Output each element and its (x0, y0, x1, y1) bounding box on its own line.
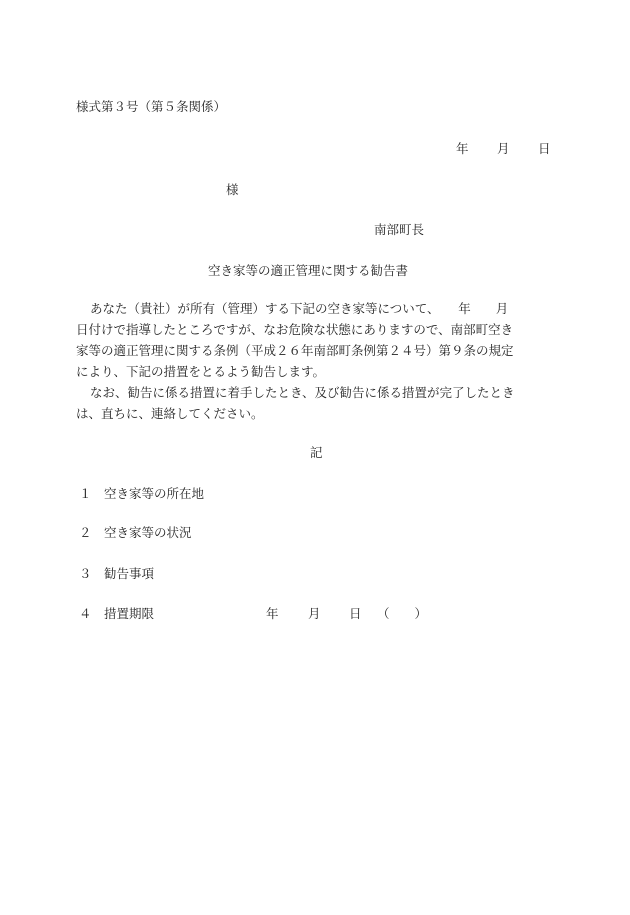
deadline-paren: （ ） (377, 606, 428, 621)
addressee-suffix: 様 (226, 182, 239, 197)
document-title: 空き家等の適正管理に関する勧告書 (208, 263, 409, 278)
item-label: 措置期限 (104, 606, 155, 621)
item-number: ２ (79, 525, 92, 540)
ki-heading: 記 (310, 445, 323, 460)
date-month: 月 (497, 141, 510, 156)
item-number: ４ (79, 606, 92, 621)
body-line: 家等の適正管理に関する条例（平成２６年南部町条例第２４号）第９条の規定 (76, 343, 514, 358)
date-year: 年 (456, 141, 469, 156)
deadline-year: 年 (266, 606, 279, 621)
body-line: あなた（貴社）が所有（管理）する下記の空き家等について、 年 月 (90, 301, 509, 316)
date-line (0, 143, 630, 159)
item-number: １ (79, 486, 92, 501)
deadline-line (0, 608, 630, 624)
date-day: 日 (538, 141, 551, 156)
form-id: 様式第３号（第５条関係） (76, 99, 227, 114)
item-label: 空き家等の所在地 (104, 486, 205, 501)
body-line: は、直ちに、連絡してください。 (76, 406, 264, 421)
item-number: ３ (79, 566, 92, 581)
body-line: 日付けで指導したところですが、なお危険な状態にありますので、南部町空き (76, 322, 514, 337)
body-line: なお、勧告に係る措置に着手したとき、及び勧告に係る措置が完了したとき (90, 385, 515, 400)
deadline-month: 月 (308, 606, 321, 621)
body-paragraph-2 (76, 382, 556, 424)
body-line: により、下記の措置をとるよう勧告します。 (76, 364, 326, 379)
item-label: 勧告事項 (104, 566, 155, 581)
deadline-day: 日 (349, 606, 362, 621)
issuer: 南部町長 (374, 222, 425, 237)
body-paragraph-1 (76, 298, 556, 382)
item-label: 空き家等の状況 (104, 525, 192, 540)
